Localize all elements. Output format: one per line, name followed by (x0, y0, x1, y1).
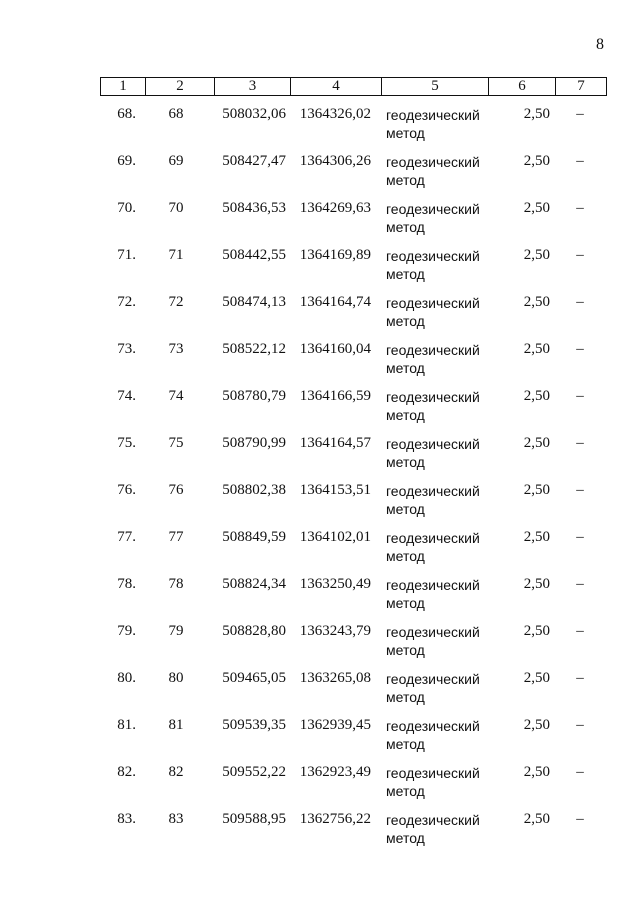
method-cell (386, 294, 480, 330)
row-number: 76. (117, 482, 136, 498)
point-id: 71 (168, 247, 184, 263)
coordinate-y: 1364102,01 (299, 529, 371, 545)
method-cell (386, 247, 480, 283)
coordinate-x: 508828,80 (222, 623, 286, 639)
point-id: 81 (168, 717, 184, 733)
method-line-1: геодезический (386, 389, 480, 405)
coordinate-x: 508790,99 (222, 435, 286, 451)
method-line-2: метод (386, 219, 425, 235)
point-id: 70 (168, 200, 184, 216)
accuracy-value: 2,50 (523, 811, 550, 827)
accuracy-value: 2,50 (523, 482, 550, 498)
note-dash: – (576, 764, 584, 780)
page-number: 8 (596, 36, 604, 53)
coordinate-x: 509588,95 (222, 811, 286, 827)
header-cell: 6 (488, 78, 555, 95)
method-line-2: метод (386, 407, 425, 423)
row-number: 79. (117, 623, 136, 639)
table-row (0, 811, 639, 857)
note-dash: – (576, 106, 584, 122)
method-cell (386, 670, 480, 706)
method-line-2: метод (386, 360, 425, 376)
method-line-2: метод (386, 736, 425, 752)
note-dash: – (576, 388, 584, 404)
table-row (0, 247, 639, 293)
coordinate-x: 508824,34 (222, 576, 286, 592)
method-line-1: геодезический (386, 342, 480, 358)
accuracy-value: 2,50 (523, 623, 550, 639)
method-cell (386, 576, 480, 612)
coordinate-x: 509552,22 (222, 764, 286, 780)
table-row (0, 576, 639, 622)
accuracy-value: 2,50 (523, 670, 550, 686)
method-line-2: метод (386, 313, 425, 329)
coordinate-y: 1362923,49 (299, 764, 371, 780)
method-line-1: геодезический (386, 107, 480, 123)
point-id: 75 (168, 435, 184, 451)
coordinate-y: 1364269,63 (299, 200, 371, 216)
method-line-1: геодезический (386, 530, 480, 546)
coordinate-y: 1364164,57 (299, 435, 371, 451)
method-line-2: метод (386, 783, 425, 799)
point-id: 82 (168, 764, 184, 780)
method-cell (386, 717, 480, 753)
method-cell (386, 482, 480, 518)
point-id: 73 (168, 341, 184, 357)
accuracy-value: 2,50 (523, 153, 550, 169)
row-number: 75. (117, 435, 136, 451)
note-dash: – (576, 435, 584, 451)
accuracy-value: 2,50 (523, 764, 550, 780)
method-line-2: метод (386, 689, 425, 705)
accuracy-value: 2,50 (523, 106, 550, 122)
table-row (0, 529, 639, 575)
accuracy-value: 2,50 (523, 576, 550, 592)
method-line-2: метод (386, 595, 425, 611)
point-id: 69 (168, 153, 184, 169)
header-cell: 4 (290, 78, 381, 95)
coordinate-y: 1364166,59 (299, 388, 371, 404)
method-line-2: метод (386, 642, 425, 658)
coordinate-y: 1364326,02 (299, 106, 371, 122)
header-cell: 2 (145, 78, 214, 95)
method-cell (386, 153, 480, 189)
coordinate-y: 1363250,49 (299, 576, 371, 592)
coordinate-y: 1363265,08 (299, 670, 371, 686)
accuracy-value: 2,50 (523, 529, 550, 545)
table-header (100, 77, 607, 96)
method-cell (386, 435, 480, 471)
method-line-2: метод (386, 266, 425, 282)
method-line-1: геодезический (386, 718, 480, 734)
coordinate-y: 1364153,51 (299, 482, 371, 498)
accuracy-value: 2,50 (523, 247, 550, 263)
method-cell (386, 388, 480, 424)
accuracy-value: 2,50 (523, 435, 550, 451)
point-id: 72 (168, 294, 184, 310)
table-row (0, 294, 639, 340)
note-dash: – (576, 529, 584, 545)
method-line-1: геодезический (386, 577, 480, 593)
coordinate-y: 1364306,26 (299, 153, 371, 169)
note-dash: – (576, 200, 584, 216)
row-number: 70. (117, 200, 136, 216)
coordinate-x: 508442,55 (222, 247, 286, 263)
row-number: 81. (117, 717, 136, 733)
point-id: 74 (168, 388, 184, 404)
method-cell (386, 623, 480, 659)
note-dash: – (576, 482, 584, 498)
coordinate-x: 508427,47 (222, 153, 286, 169)
method-cell (386, 200, 480, 236)
accuracy-value: 2,50 (523, 717, 550, 733)
method-cell (386, 764, 480, 800)
point-id: 78 (168, 576, 184, 592)
coordinate-x: 509465,05 (222, 670, 286, 686)
point-id: 79 (168, 623, 184, 639)
row-number: 71. (117, 247, 136, 263)
row-number: 69. (117, 153, 136, 169)
table-row (0, 435, 639, 481)
table-row (0, 341, 639, 387)
method-line-2: метод (386, 830, 425, 846)
header-cell: 7 (555, 78, 606, 95)
row-number: 72. (117, 294, 136, 310)
method-line-1: геодезический (386, 483, 480, 499)
accuracy-value: 2,50 (523, 200, 550, 216)
method-line-1: геодезический (386, 765, 480, 781)
table-row (0, 482, 639, 528)
note-dash: – (576, 341, 584, 357)
method-line-2: метод (386, 125, 425, 141)
accuracy-value: 2,50 (523, 341, 550, 357)
table-row (0, 623, 639, 669)
method-cell (386, 341, 480, 377)
method-line-2: метод (386, 548, 425, 564)
table-row (0, 764, 639, 810)
row-number: 73. (117, 341, 136, 357)
coordinate-y: 1364160,04 (299, 341, 371, 357)
method-line-1: геодезический (386, 624, 480, 640)
row-number: 68. (117, 106, 136, 122)
method-line-2: метод (386, 501, 425, 517)
method-cell (386, 811, 480, 847)
method-line-1: геодезический (386, 248, 480, 264)
table-row (0, 106, 639, 152)
note-dash: – (576, 294, 584, 310)
note-dash: – (576, 576, 584, 592)
coordinate-x: 508802,38 (222, 482, 286, 498)
note-dash: – (576, 811, 584, 827)
point-id: 68 (168, 106, 184, 122)
coordinate-x: 508849,59 (222, 529, 286, 545)
note-dash: – (576, 153, 584, 169)
coordinate-x: 509539,35 (222, 717, 286, 733)
row-number: 78. (117, 576, 136, 592)
row-number: 82. (117, 764, 136, 780)
method-line-1: геодезический (386, 154, 480, 170)
method-cell (386, 529, 480, 565)
table-row (0, 200, 639, 246)
method-line-1: геодезический (386, 812, 480, 828)
coordinate-y: 1363243,79 (299, 623, 371, 639)
table-row (0, 670, 639, 716)
coordinate-x: 508474,13 (222, 294, 286, 310)
row-number: 80. (117, 670, 136, 686)
coordinate-x: 508522,12 (222, 341, 286, 357)
header-cell: 5 (381, 78, 488, 95)
row-number: 83. (117, 811, 136, 827)
coordinate-y: 1364169,89 (299, 247, 371, 263)
coordinate-y: 1362756,22 (299, 811, 371, 827)
table-row (0, 153, 639, 199)
method-line-1: геодезический (386, 295, 480, 311)
method-cell (386, 106, 480, 142)
point-id: 83 (168, 811, 184, 827)
coordinate-x: 508032,06 (222, 106, 286, 122)
coordinate-x: 508436,53 (222, 200, 286, 216)
coordinate-y: 1364164,74 (299, 294, 371, 310)
header-cell: 3 (214, 78, 290, 95)
row-number: 77. (117, 529, 136, 545)
method-line-2: метод (386, 454, 425, 470)
note-dash: – (576, 623, 584, 639)
method-line-1: геодезический (386, 436, 480, 452)
header-cell: 1 (119, 78, 127, 94)
row-number: 74. (117, 388, 136, 404)
table-row (0, 717, 639, 763)
note-dash: – (576, 670, 584, 686)
method-line-1: геодезический (386, 671, 480, 687)
note-dash: – (576, 717, 584, 733)
method-line-2: метод (386, 172, 425, 188)
method-line-1: геодезический (386, 201, 480, 217)
table-row (0, 388, 639, 434)
point-id: 80 (168, 670, 184, 686)
point-id: 77 (168, 529, 184, 545)
note-dash: – (576, 247, 584, 263)
accuracy-value: 2,50 (523, 294, 550, 310)
accuracy-value: 2,50 (523, 388, 550, 404)
coordinate-y: 1362939,45 (299, 717, 371, 733)
point-id: 76 (168, 482, 184, 498)
coordinate-x: 508780,79 (222, 388, 286, 404)
